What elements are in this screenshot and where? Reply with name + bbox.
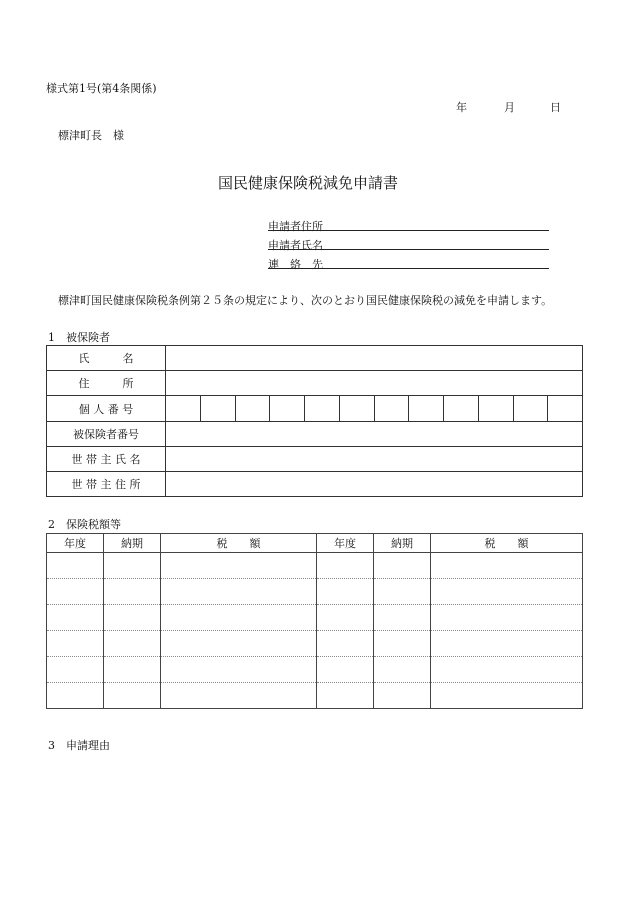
date-year: 年 [456, 101, 467, 114]
table-row [47, 683, 583, 709]
id-digit-box[interactable] [201, 396, 236, 421]
tax-cell[interactable] [161, 631, 317, 657]
col-period-header: 納期 [104, 534, 161, 553]
year-cell[interactable] [47, 631, 104, 657]
tax-cell[interactable] [431, 657, 583, 683]
applicant-address-line[interactable] [268, 216, 549, 231]
date-month: 月 [504, 101, 515, 114]
applicant-name-line[interactable] [268, 235, 549, 250]
year-cell[interactable] [47, 553, 104, 579]
insured-name-field[interactable] [166, 346, 583, 371]
year-cell[interactable] [317, 553, 374, 579]
table-row [47, 605, 583, 631]
tax-cell[interactable] [161, 657, 317, 683]
period-cell[interactable] [374, 657, 431, 683]
year-cell[interactable] [47, 579, 104, 605]
applicant-contact-label: 連 絡 先 [268, 258, 323, 271]
col-year-header: 年度 [47, 534, 104, 553]
col-year-header: 年度 [317, 534, 374, 553]
period-cell[interactable] [104, 553, 161, 579]
id-digit-box[interactable] [166, 396, 201, 421]
individual-number-label: 個 人 番 号 [47, 396, 166, 422]
householder-address-label: 世 帯 主 住 所 [47, 472, 166, 497]
statement-text: 標津町国民健康保険税条例第２５条の規定により、次のとおり国民健康保険税の減免を申請します。 [58, 294, 553, 307]
id-digit-box[interactable] [444, 396, 479, 421]
insured-address-field[interactable] [166, 371, 583, 396]
applicant-address-label: 申請者住所 [268, 220, 323, 233]
section3-heading: 3 申請理由 [48, 739, 110, 752]
individual-number-boxes [166, 396, 583, 422]
householder-address-field[interactable] [166, 472, 583, 497]
year-cell[interactable] [47, 605, 104, 631]
year-cell[interactable] [47, 683, 104, 709]
tax-cell[interactable] [431, 605, 583, 631]
applicant-name-label: 申請者氏名 [268, 239, 323, 252]
insured-address-label: 住 所 [47, 371, 166, 396]
table-row [47, 657, 583, 683]
insured-number-label: 被保険者番号 [47, 422, 166, 447]
id-digit-box[interactable] [236, 396, 271, 421]
year-cell[interactable] [317, 657, 374, 683]
year-cell[interactable] [317, 605, 374, 631]
period-cell[interactable] [374, 605, 431, 631]
section1-heading: 1 被保険者 [48, 331, 110, 344]
tax-cell[interactable] [161, 553, 317, 579]
tax-cell[interactable] [161, 605, 317, 631]
id-digit-box[interactable] [340, 396, 375, 421]
tax-cell[interactable] [431, 579, 583, 605]
year-cell[interactable] [317, 683, 374, 709]
tax-cell[interactable] [431, 631, 583, 657]
insured-number-field[interactable] [166, 422, 583, 447]
id-digit-box[interactable] [305, 396, 340, 421]
tax-amount-table [46, 533, 583, 709]
id-digit-box[interactable] [375, 396, 410, 421]
period-cell[interactable] [374, 631, 431, 657]
period-cell[interactable] [104, 657, 161, 683]
table-row [47, 553, 583, 579]
applicant-contact-line[interactable] [268, 254, 549, 269]
col-period-header: 納期 [374, 534, 431, 553]
year-cell[interactable] [317, 631, 374, 657]
addressee: 標津町長 様 [58, 129, 124, 142]
period-cell[interactable] [374, 579, 431, 605]
year-cell[interactable] [317, 579, 374, 605]
date-day: 日 [550, 101, 561, 114]
insured-table [46, 345, 583, 497]
table-row [47, 579, 583, 605]
tax-cell[interactable] [161, 579, 317, 605]
insured-name-label: 氏 名 [47, 346, 166, 371]
id-digit-box[interactable] [409, 396, 444, 421]
table-row [47, 631, 583, 657]
period-cell[interactable] [374, 553, 431, 579]
year-cell[interactable] [47, 657, 104, 683]
tax-cell[interactable] [161, 683, 317, 709]
period-cell[interactable] [104, 579, 161, 605]
id-digit-box[interactable] [479, 396, 514, 421]
period-cell[interactable] [104, 683, 161, 709]
period-cell[interactable] [374, 683, 431, 709]
tax-cell[interactable] [431, 683, 583, 709]
id-digit-box[interactable] [270, 396, 305, 421]
form-number: 様式第1号(第4条関係) [46, 82, 157, 95]
id-digit-box[interactable] [548, 396, 582, 421]
page-title: 国民健康保険税減免申請書 [218, 174, 399, 192]
period-cell[interactable] [104, 605, 161, 631]
col-tax-header: 税 額 [431, 534, 583, 553]
period-cell[interactable] [104, 631, 161, 657]
id-digit-box[interactable] [514, 396, 549, 421]
tax-cell[interactable] [431, 553, 583, 579]
col-tax-header: 税 額 [161, 534, 317, 553]
section2-heading: 2 保険税額等 [48, 518, 121, 531]
householder-name-field[interactable] [166, 447, 583, 472]
householder-name-label: 世 帯 主 氏 名 [47, 447, 166, 472]
